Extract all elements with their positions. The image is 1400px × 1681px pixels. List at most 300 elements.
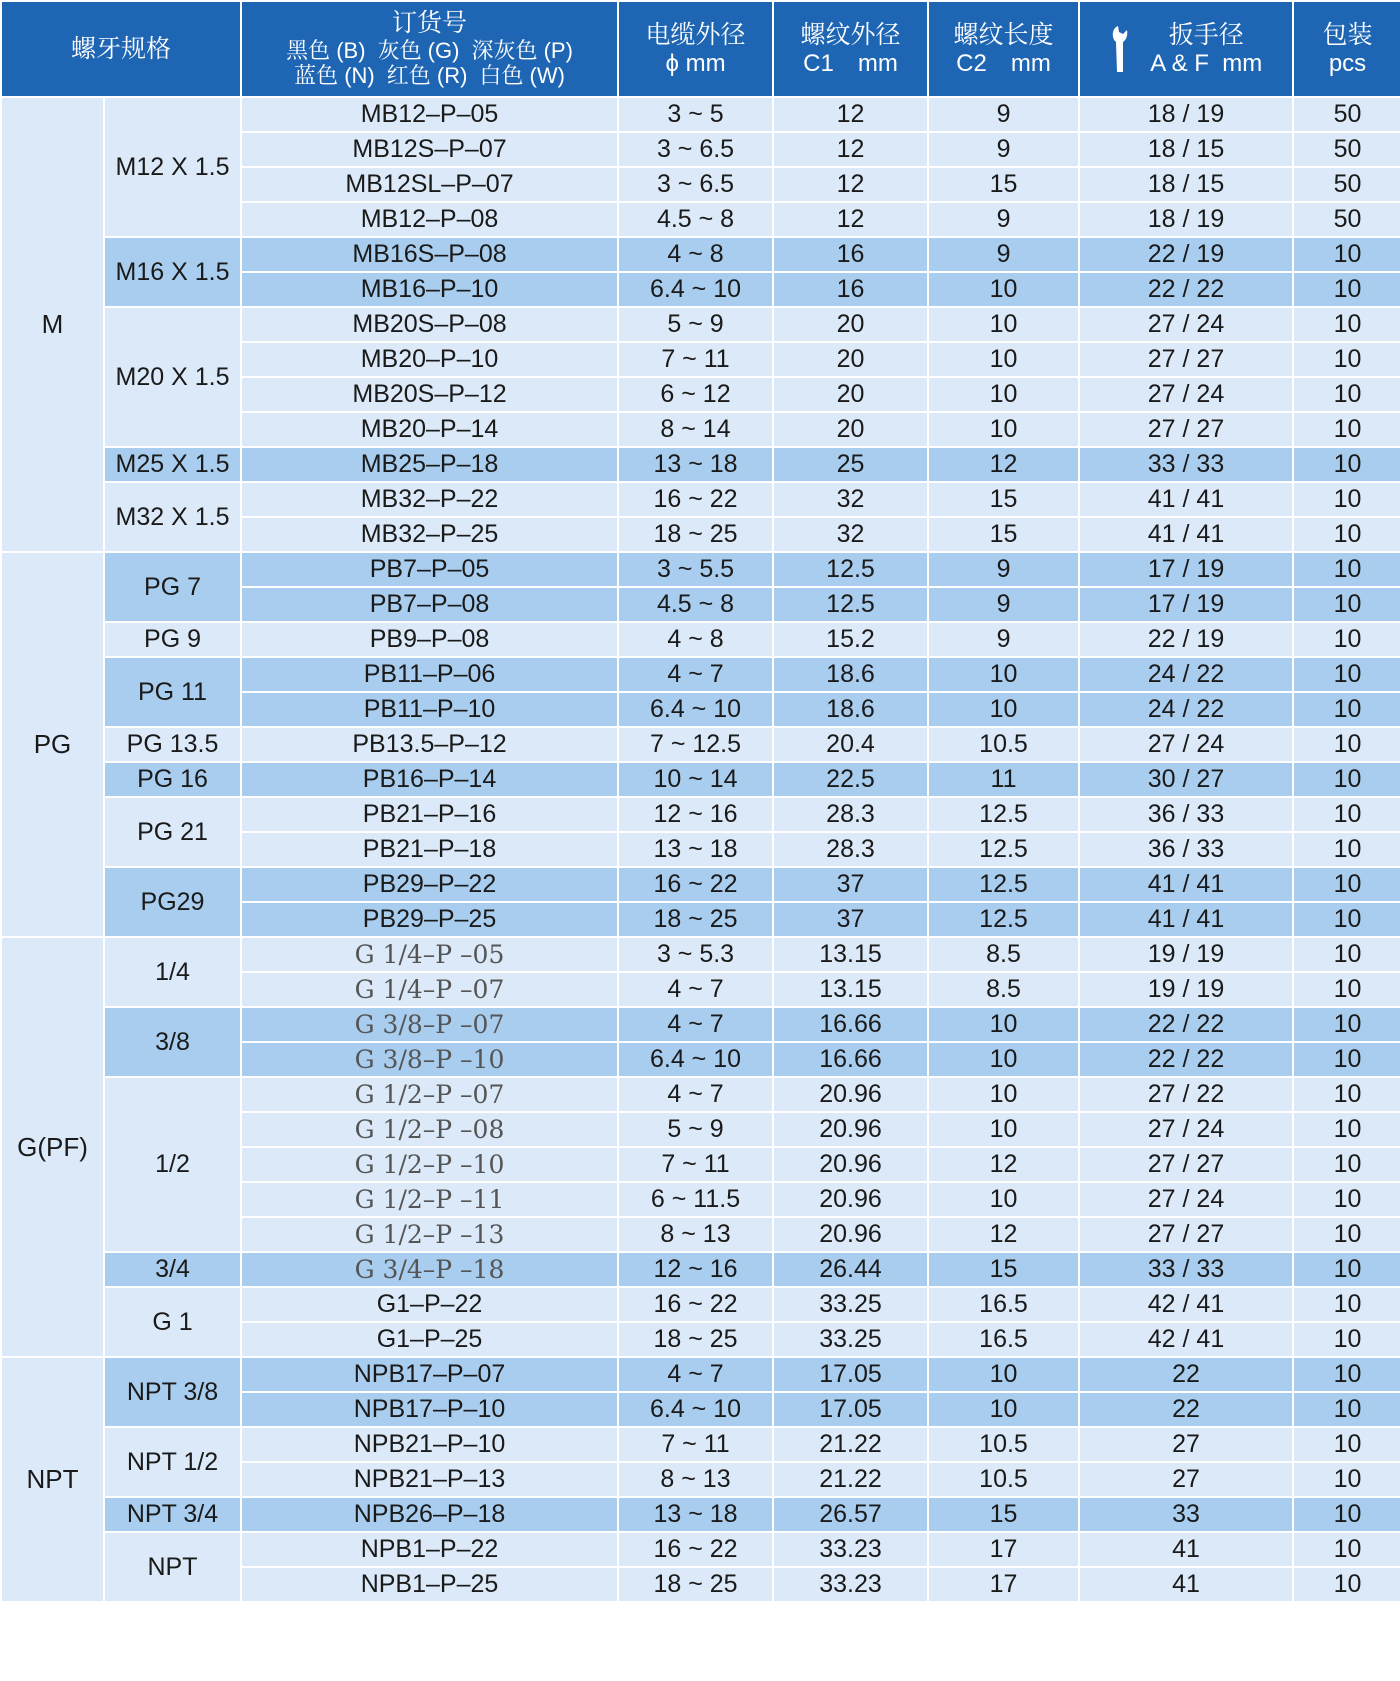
thread-length-cell: 12.5 bbox=[928, 902, 1079, 937]
pack-qty-cell: 10 bbox=[1293, 1287, 1400, 1322]
header-cable-od: 电缆外径 ϕ mm bbox=[618, 1, 773, 97]
pack-qty-cell: 10 bbox=[1293, 1567, 1400, 1602]
cable-od-cell: 18 ~ 25 bbox=[618, 902, 773, 937]
thread-od-cell: 17.05 bbox=[773, 1357, 928, 1392]
cable-od-cell: 16 ~ 22 bbox=[618, 482, 773, 517]
thread-length-cell: 10.5 bbox=[928, 1462, 1079, 1497]
wrench-size-cell: 17 / 19 bbox=[1079, 587, 1293, 622]
pack-qty-cell: 10 bbox=[1293, 517, 1400, 552]
cable-od-cell: 4 ~ 7 bbox=[618, 972, 773, 1007]
thread-spec-cell: NPT 3/4 bbox=[104, 1497, 241, 1532]
wrench-size-cell: 33 bbox=[1079, 1497, 1293, 1532]
thread-od-cell: 13.15 bbox=[773, 937, 928, 972]
wrench-icon bbox=[1110, 24, 1140, 74]
cable-od-cell: 5 ~ 9 bbox=[618, 1112, 773, 1147]
thread-length-cell: 10 bbox=[928, 1182, 1079, 1217]
pack-qty-cell: 10 bbox=[1293, 1252, 1400, 1287]
wrench-size-cell: 27 / 22 bbox=[1079, 1077, 1293, 1112]
thread-od-cell: 25 bbox=[773, 447, 928, 482]
part-number-cell: MB20–P–10 bbox=[241, 342, 618, 377]
part-number-cell: PB16–P–14 bbox=[241, 762, 618, 797]
cable-od-cell: 4 ~ 7 bbox=[618, 1357, 773, 1392]
thread-od-cell: 20.96 bbox=[773, 1217, 928, 1252]
pack-qty-cell: 10 bbox=[1293, 867, 1400, 902]
table-row bbox=[1, 1007, 1400, 1042]
cable-od-cell: 8 ~ 13 bbox=[618, 1217, 773, 1252]
wrench-size-cell: 27 / 27 bbox=[1079, 412, 1293, 447]
thread-length-cell: 16.5 bbox=[928, 1322, 1079, 1357]
part-number-cell: MB25–P–18 bbox=[241, 447, 618, 482]
thread-spec-cell: 3/8 bbox=[104, 1007, 241, 1077]
thread-od-cell: 12.5 bbox=[773, 587, 928, 622]
thread-length-cell: 10 bbox=[928, 692, 1079, 727]
thread-od-cell: 26.44 bbox=[773, 1252, 928, 1287]
wrench-size-cell: 22 / 19 bbox=[1079, 622, 1293, 657]
pack-qty-cell: 10 bbox=[1293, 1042, 1400, 1077]
thread-od-cell: 18.6 bbox=[773, 657, 928, 692]
wrench-size-cell: 18 / 19 bbox=[1079, 97, 1293, 132]
thread-length-cell: 10 bbox=[928, 342, 1079, 377]
part-number-cell: NPB21–P–13 bbox=[241, 1462, 618, 1497]
part-number-cell: PB13.5–P–12 bbox=[241, 727, 618, 762]
pack-qty-cell: 50 bbox=[1293, 167, 1400, 202]
table-row bbox=[1, 1497, 1400, 1532]
table-row bbox=[1, 1532, 1400, 1567]
pack-qty-cell: 50 bbox=[1293, 132, 1400, 167]
cable-od-cell: 13 ~ 18 bbox=[618, 832, 773, 867]
thread-od-cell: 20.96 bbox=[773, 1112, 928, 1147]
thread-length-cell: 10 bbox=[928, 1042, 1079, 1077]
thread-length-cell: 9 bbox=[928, 237, 1079, 272]
thread-spec-cell: PG 11 bbox=[104, 657, 241, 727]
cable-od-cell: 3 ~ 6.5 bbox=[618, 132, 773, 167]
cable-od-cell: 4 ~ 8 bbox=[618, 622, 773, 657]
thread-od-cell: 20 bbox=[773, 342, 928, 377]
cable-od-cell: 18 ~ 25 bbox=[618, 517, 773, 552]
pack-qty-cell: 10 bbox=[1293, 1217, 1400, 1252]
group-name-cell: NPT bbox=[1, 1357, 104, 1602]
table-row bbox=[1, 307, 1400, 342]
wrench-size-cell: 22 / 22 bbox=[1079, 1007, 1293, 1042]
part-number-cell: PB7–P–08 bbox=[241, 587, 618, 622]
wrench-size-cell: 22 / 22 bbox=[1079, 272, 1293, 307]
part-number-cell: PB11–P–06 bbox=[241, 657, 618, 692]
pack-qty-cell: 10 bbox=[1293, 587, 1400, 622]
group-name-cell: M bbox=[1, 97, 104, 552]
table-row bbox=[1, 1357, 1400, 1392]
thread-od-cell: 37 bbox=[773, 902, 928, 937]
part-number-cell: G 3/8–P –10 bbox=[241, 1042, 618, 1077]
wrench-size-cell: 41 / 41 bbox=[1079, 517, 1293, 552]
pack-qty-cell: 10 bbox=[1293, 552, 1400, 587]
cable-od-cell: 3 ~ 6.5 bbox=[618, 167, 773, 202]
wrench-size-cell: 41 / 41 bbox=[1079, 867, 1293, 902]
thread-length-cell: 10 bbox=[928, 1392, 1079, 1427]
table-row bbox=[1, 867, 1400, 902]
table-row bbox=[1, 622, 1400, 657]
pack-qty-cell: 50 bbox=[1293, 202, 1400, 237]
thread-length-cell: 9 bbox=[928, 552, 1079, 587]
thread-length-cell: 15 bbox=[928, 1497, 1079, 1532]
wrench-size-cell: 18 / 15 bbox=[1079, 132, 1293, 167]
part-number-cell: PB21–P–18 bbox=[241, 832, 618, 867]
pack-qty-cell: 10 bbox=[1293, 972, 1400, 1007]
pack-qty-cell: 10 bbox=[1293, 237, 1400, 272]
pack-qty-cell: 10 bbox=[1293, 1007, 1400, 1042]
cable-od-cell: 13 ~ 18 bbox=[618, 447, 773, 482]
wrench-size-cell: 22 / 22 bbox=[1079, 1042, 1293, 1077]
part-number-cell: G 1/2–P –10 bbox=[241, 1147, 618, 1182]
table-row bbox=[1, 1077, 1400, 1112]
wrench-size-cell: 27 / 24 bbox=[1079, 377, 1293, 412]
thread-length-cell: 10 bbox=[928, 412, 1079, 447]
wrench-size-cell: 33 / 33 bbox=[1079, 447, 1293, 482]
pack-qty-cell: 10 bbox=[1293, 482, 1400, 517]
pack-qty-cell: 10 bbox=[1293, 622, 1400, 657]
wrench-size-cell: 19 / 19 bbox=[1079, 972, 1293, 1007]
wrench-size-cell: 27 bbox=[1079, 1462, 1293, 1497]
thread-length-cell: 8.5 bbox=[928, 972, 1079, 1007]
thread-length-cell: 11 bbox=[928, 762, 1079, 797]
thread-od-cell: 26.57 bbox=[773, 1497, 928, 1532]
wrench-size-cell: 17 / 19 bbox=[1079, 552, 1293, 587]
pack-qty-cell: 10 bbox=[1293, 727, 1400, 762]
table-row bbox=[1, 552, 1400, 587]
cable-od-cell: 4 ~ 7 bbox=[618, 1007, 773, 1042]
wrench-size-cell: 42 / 41 bbox=[1079, 1322, 1293, 1357]
wrench-size-cell: 18 / 19 bbox=[1079, 202, 1293, 237]
thread-od-cell: 12 bbox=[773, 132, 928, 167]
thread-od-cell: 20 bbox=[773, 377, 928, 412]
wrench-size-cell: 27 bbox=[1079, 1427, 1293, 1462]
cable-od-cell: 18 ~ 25 bbox=[618, 1322, 773, 1357]
cable-od-cell: 8 ~ 14 bbox=[618, 412, 773, 447]
thread-length-cell: 9 bbox=[928, 587, 1079, 622]
thread-spec-cell: M20 X 1.5 bbox=[104, 307, 241, 447]
thread-spec-cell: PG29 bbox=[104, 867, 241, 937]
thread-length-cell: 15 bbox=[928, 1252, 1079, 1287]
thread-od-cell: 33.25 bbox=[773, 1322, 928, 1357]
thread-od-cell: 16.66 bbox=[773, 1007, 928, 1042]
thread-od-cell: 20.96 bbox=[773, 1077, 928, 1112]
pack-qty-cell: 10 bbox=[1293, 377, 1400, 412]
cable-od-cell: 13 ~ 18 bbox=[618, 1497, 773, 1532]
part-number-cell: G 1/2–P –08 bbox=[241, 1112, 618, 1147]
thread-od-cell: 28.3 bbox=[773, 797, 928, 832]
part-number-cell: G 1/4–P –05 bbox=[241, 937, 618, 972]
thread-spec-cell: M25 X 1.5 bbox=[104, 447, 241, 482]
thread-od-cell: 33.23 bbox=[773, 1532, 928, 1567]
part-number-cell: NPB17–P–10 bbox=[241, 1392, 618, 1427]
thread-od-cell: 37 bbox=[773, 867, 928, 902]
pack-qty-cell: 10 bbox=[1293, 1357, 1400, 1392]
part-number-cell: PB9–P–08 bbox=[241, 622, 618, 657]
pack-qty-cell: 10 bbox=[1293, 1392, 1400, 1427]
wrench-size-cell: 41 bbox=[1079, 1567, 1293, 1602]
cable-od-cell: 3 ~ 5.5 bbox=[618, 552, 773, 587]
cable-od-cell: 4.5 ~ 8 bbox=[618, 202, 773, 237]
thread-length-cell: 10 bbox=[928, 1357, 1079, 1392]
table-row bbox=[1, 1287, 1400, 1322]
part-number-cell: MB12–P–08 bbox=[241, 202, 618, 237]
table-row bbox=[1, 1427, 1400, 1462]
pack-qty-cell: 10 bbox=[1293, 902, 1400, 937]
thread-od-cell: 22.5 bbox=[773, 762, 928, 797]
thread-length-cell: 16.5 bbox=[928, 1287, 1079, 1322]
thread-length-cell: 15 bbox=[928, 517, 1079, 552]
thread-length-cell: 10 bbox=[928, 377, 1079, 412]
thread-spec-cell: 1/4 bbox=[104, 937, 241, 1007]
pack-qty-cell: 10 bbox=[1293, 1112, 1400, 1147]
wrench-size-cell: 27 / 27 bbox=[1079, 1217, 1293, 1252]
thread-length-cell: 10 bbox=[928, 657, 1079, 692]
thread-od-cell: 28.3 bbox=[773, 832, 928, 867]
header-thread-od: 螺纹外径 C1 mm bbox=[773, 1, 928, 97]
thread-spec-cell: PG 7 bbox=[104, 552, 241, 622]
thread-length-cell: 12 bbox=[928, 1147, 1079, 1182]
wrench-size-cell: 36 / 33 bbox=[1079, 832, 1293, 867]
part-number-cell: G 3/4–P –18 bbox=[241, 1252, 618, 1287]
part-number-cell: PB7–P–05 bbox=[241, 552, 618, 587]
part-number-cell: NPB21–P–10 bbox=[241, 1427, 618, 1462]
wrench-size-cell: 24 / 22 bbox=[1079, 657, 1293, 692]
wrench-size-cell: 36 / 33 bbox=[1079, 797, 1293, 832]
cable-od-cell: 16 ~ 22 bbox=[618, 1532, 773, 1567]
thread-length-cell: 10 bbox=[928, 307, 1079, 342]
group-name-cell: PG bbox=[1, 552, 104, 937]
thread-length-cell: 9 bbox=[928, 202, 1079, 237]
table-row bbox=[1, 1252, 1400, 1287]
wrench-size-cell: 27 / 27 bbox=[1079, 342, 1293, 377]
pack-qty-cell: 10 bbox=[1293, 342, 1400, 377]
table-row bbox=[1, 797, 1400, 832]
thread-spec-cell: G 1 bbox=[104, 1287, 241, 1357]
table-header bbox=[1, 1, 1400, 97]
wrench-size-cell: 42 / 41 bbox=[1079, 1287, 1293, 1322]
part-number-cell: G 3/8–P –07 bbox=[241, 1007, 618, 1042]
table-row bbox=[1, 937, 1400, 972]
cable-od-cell: 6.4 ~ 10 bbox=[618, 272, 773, 307]
thread-length-cell: 12.5 bbox=[928, 797, 1079, 832]
pack-qty-cell: 10 bbox=[1293, 1497, 1400, 1532]
thread-od-cell: 20.4 bbox=[773, 727, 928, 762]
cable-od-cell: 16 ~ 22 bbox=[618, 1287, 773, 1322]
pack-qty-cell: 10 bbox=[1293, 937, 1400, 972]
cable-od-cell: 3 ~ 5 bbox=[618, 97, 773, 132]
table-body bbox=[1, 97, 1400, 1602]
pack-qty-cell: 10 bbox=[1293, 1077, 1400, 1112]
thread-length-cell: 17 bbox=[928, 1567, 1079, 1602]
cable-od-cell: 8 ~ 13 bbox=[618, 1462, 773, 1497]
part-number-cell: MB12S–P–07 bbox=[241, 132, 618, 167]
wrench-size-cell: 33 / 33 bbox=[1079, 1252, 1293, 1287]
table-row bbox=[1, 482, 1400, 517]
part-number-cell: NPB26–P–18 bbox=[241, 1497, 618, 1532]
part-number-cell: G 1/2–P –11 bbox=[241, 1182, 618, 1217]
wrench-size-cell: 27 / 24 bbox=[1079, 1112, 1293, 1147]
part-number-cell: MB20S–P–08 bbox=[241, 307, 618, 342]
thread-length-cell: 8.5 bbox=[928, 937, 1079, 972]
pack-qty-cell: 10 bbox=[1293, 1147, 1400, 1182]
pack-qty-cell: 10 bbox=[1293, 272, 1400, 307]
thread-spec-cell: NPT bbox=[104, 1532, 241, 1602]
thread-length-cell: 9 bbox=[928, 622, 1079, 657]
cable-od-cell: 3 ~ 5.3 bbox=[618, 937, 773, 972]
part-number-cell: NPB1–P–22 bbox=[241, 1532, 618, 1567]
pack-qty-cell: 10 bbox=[1293, 1182, 1400, 1217]
thread-length-cell: 15 bbox=[928, 482, 1079, 517]
header-order-no: 订货号 黑色 (B) 灰色 (G) 深灰色 (P) 蓝色 (N) 红色 (R) 白色 (W) bbox=[241, 1, 618, 97]
thread-od-cell: 32 bbox=[773, 482, 928, 517]
part-number-cell: G1–P–22 bbox=[241, 1287, 618, 1322]
thread-od-cell: 13.15 bbox=[773, 972, 928, 1007]
part-number-cell: G 1/2–P –07 bbox=[241, 1077, 618, 1112]
pack-qty-cell: 10 bbox=[1293, 762, 1400, 797]
cable-od-cell: 6.4 ~ 10 bbox=[618, 692, 773, 727]
cable-od-cell: 6 ~ 12 bbox=[618, 377, 773, 412]
thread-spec-cell: PG 16 bbox=[104, 762, 241, 797]
thread-od-cell: 18.6 bbox=[773, 692, 928, 727]
group-name-cell: G(PF) bbox=[1, 937, 104, 1357]
thread-length-cell: 10.5 bbox=[928, 1427, 1079, 1462]
part-number-cell: MB16S–P–08 bbox=[241, 237, 618, 272]
table-row bbox=[1, 762, 1400, 797]
part-number-cell: PB11–P–10 bbox=[241, 692, 618, 727]
thread-od-cell: 33.23 bbox=[773, 1567, 928, 1602]
thread-spec-cell: PG 9 bbox=[104, 622, 241, 657]
pack-qty-cell: 10 bbox=[1293, 307, 1400, 342]
cable-od-cell: 4 ~ 7 bbox=[618, 657, 773, 692]
wrench-size-cell: 22 bbox=[1079, 1357, 1293, 1392]
thread-length-cell: 12.5 bbox=[928, 832, 1079, 867]
pack-qty-cell: 10 bbox=[1293, 1462, 1400, 1497]
cable-od-cell: 7 ~ 11 bbox=[618, 342, 773, 377]
part-number-cell: MB12SL–P–07 bbox=[241, 167, 618, 202]
cable-od-cell: 12 ~ 16 bbox=[618, 797, 773, 832]
thread-od-cell: 12 bbox=[773, 167, 928, 202]
thread-od-cell: 15.2 bbox=[773, 622, 928, 657]
wrench-size-cell: 24 / 22 bbox=[1079, 692, 1293, 727]
pack-qty-cell: 50 bbox=[1293, 97, 1400, 132]
cable-od-cell: 12 ~ 16 bbox=[618, 1252, 773, 1287]
wrench-size-cell: 30 / 27 bbox=[1079, 762, 1293, 797]
header-thread-length: 螺纹长度 C2 mm bbox=[928, 1, 1079, 97]
header-thread-spec: 螺牙规格 bbox=[1, 1, 241, 97]
cable-od-cell: 6.4 ~ 10 bbox=[618, 1042, 773, 1077]
thread-length-cell: 10 bbox=[928, 272, 1079, 307]
thread-spec-cell: NPT 1/2 bbox=[104, 1427, 241, 1497]
thread-spec-cell: 3/4 bbox=[104, 1252, 241, 1287]
thread-od-cell: 20 bbox=[773, 412, 928, 447]
thread-od-cell: 12 bbox=[773, 202, 928, 237]
cable-od-cell: 5 ~ 9 bbox=[618, 307, 773, 342]
pack-qty-cell: 10 bbox=[1293, 447, 1400, 482]
part-number-cell: PB21–P–16 bbox=[241, 797, 618, 832]
cable-od-cell: 4 ~ 7 bbox=[618, 1077, 773, 1112]
thread-length-cell: 17 bbox=[928, 1532, 1079, 1567]
thread-length-cell: 9 bbox=[928, 132, 1079, 167]
part-number-cell: NPB1–P–25 bbox=[241, 1567, 618, 1602]
thread-length-cell: 12.5 bbox=[928, 867, 1079, 902]
thread-od-cell: 32 bbox=[773, 517, 928, 552]
part-number-cell: MB20S–P–12 bbox=[241, 377, 618, 412]
part-number-cell: PB29–P–25 bbox=[241, 902, 618, 937]
thread-spec-cell: M16 X 1.5 bbox=[104, 237, 241, 307]
wrench-size-cell: 41 / 41 bbox=[1079, 482, 1293, 517]
thread-length-cell: 10 bbox=[928, 1112, 1079, 1147]
part-number-cell: NPB17–P–07 bbox=[241, 1357, 618, 1392]
thread-od-cell: 20 bbox=[773, 307, 928, 342]
thread-od-cell: 21.22 bbox=[773, 1462, 928, 1497]
cable-od-cell: 16 ~ 22 bbox=[618, 867, 773, 902]
part-number-cell: G1–P–25 bbox=[241, 1322, 618, 1357]
cable-od-cell: 6 ~ 11.5 bbox=[618, 1182, 773, 1217]
cable-od-cell: 7 ~ 11 bbox=[618, 1427, 773, 1462]
thread-length-cell: 10 bbox=[928, 1007, 1079, 1042]
pack-qty-cell: 10 bbox=[1293, 692, 1400, 727]
part-number-cell: G 1/4–P –07 bbox=[241, 972, 618, 1007]
table-row bbox=[1, 657, 1400, 692]
pack-qty-cell: 10 bbox=[1293, 1322, 1400, 1357]
thread-length-cell: 15 bbox=[928, 167, 1079, 202]
wrench-size-cell: 18 / 15 bbox=[1079, 167, 1293, 202]
table-row bbox=[1, 237, 1400, 272]
thread-spec-cell: NPT 3/8 bbox=[104, 1357, 241, 1427]
part-number-cell: PB29–P–22 bbox=[241, 867, 618, 902]
thread-length-cell: 10.5 bbox=[928, 727, 1079, 762]
pack-qty-cell: 10 bbox=[1293, 412, 1400, 447]
part-number-cell: MB32–P–25 bbox=[241, 517, 618, 552]
pack-qty-cell: 10 bbox=[1293, 832, 1400, 867]
thread-od-cell: 20.96 bbox=[773, 1147, 928, 1182]
wrench-size-cell: 27 / 24 bbox=[1079, 1182, 1293, 1217]
thread-spec-cell: M32 X 1.5 bbox=[104, 482, 241, 552]
wrench-size-cell: 27 / 27 bbox=[1079, 1147, 1293, 1182]
part-number-cell: MB16–P–10 bbox=[241, 272, 618, 307]
thread-od-cell: 12 bbox=[773, 97, 928, 132]
wrench-size-cell: 41 / 41 bbox=[1079, 902, 1293, 937]
thread-spec-cell: PG 13.5 bbox=[104, 727, 241, 762]
thread-od-cell: 16.66 bbox=[773, 1042, 928, 1077]
part-number-cell: MB12–P–05 bbox=[241, 97, 618, 132]
cable-od-cell: 6.4 ~ 10 bbox=[618, 1392, 773, 1427]
wrench-size-cell: 22 bbox=[1079, 1392, 1293, 1427]
thread-spec-cell: M12 X 1.5 bbox=[104, 97, 241, 237]
thread-od-cell: 33.25 bbox=[773, 1287, 928, 1322]
cable-od-cell: 7 ~ 11 bbox=[618, 1147, 773, 1182]
thread-od-cell: 16 bbox=[773, 272, 928, 307]
thread-od-cell: 17.05 bbox=[773, 1392, 928, 1427]
header-wrench-size: 扳手径 A & F mm bbox=[1079, 1, 1293, 97]
table-row bbox=[1, 727, 1400, 762]
part-number-cell: G 1/2–P –13 bbox=[241, 1217, 618, 1252]
cable-od-cell: 18 ~ 25 bbox=[618, 1567, 773, 1602]
thread-spec-cell: 1/2 bbox=[104, 1077, 241, 1252]
pack-qty-cell: 10 bbox=[1293, 1532, 1400, 1567]
thread-od-cell: 16 bbox=[773, 237, 928, 272]
table-row bbox=[1, 447, 1400, 482]
part-number-cell: MB20–P–14 bbox=[241, 412, 618, 447]
thread-spec-cell: PG 21 bbox=[104, 797, 241, 867]
cable-od-cell: 4.5 ~ 8 bbox=[618, 587, 773, 622]
thread-length-cell: 12 bbox=[928, 447, 1079, 482]
cable-od-cell: 10 ~ 14 bbox=[618, 762, 773, 797]
thread-od-cell: 20.96 bbox=[773, 1182, 928, 1217]
pack-qty-cell: 10 bbox=[1293, 657, 1400, 692]
pack-qty-cell: 10 bbox=[1293, 797, 1400, 832]
pack-qty-cell: 10 bbox=[1293, 1427, 1400, 1462]
thread-od-cell: 21.22 bbox=[773, 1427, 928, 1462]
